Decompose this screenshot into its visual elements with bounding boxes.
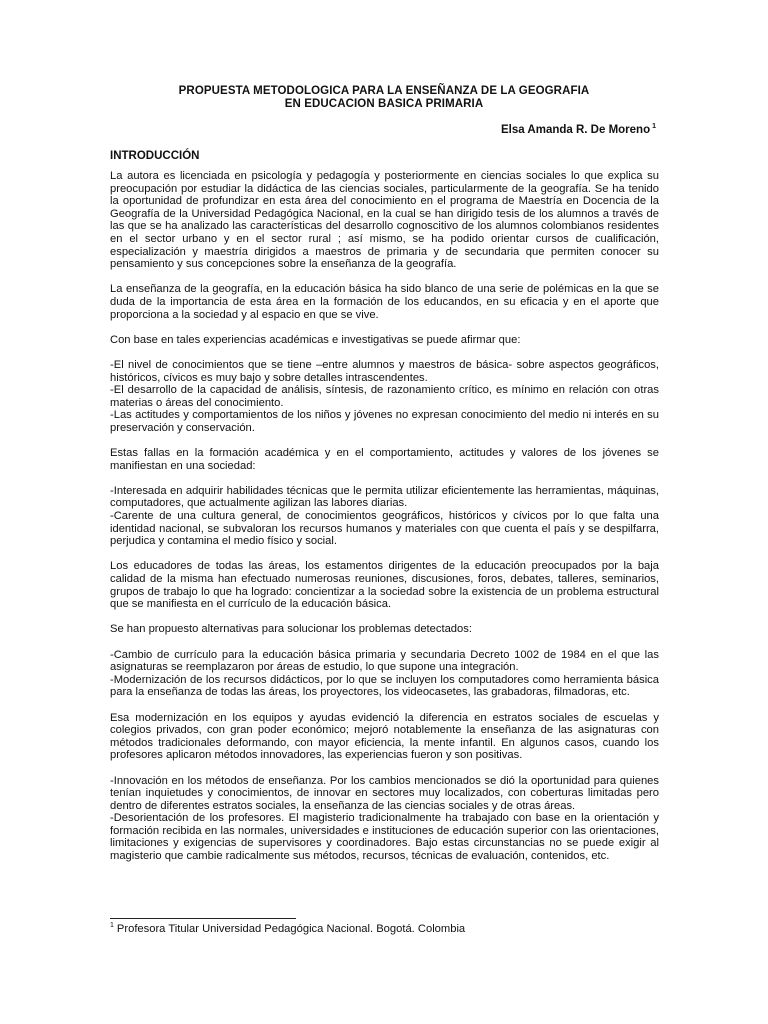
section-heading: INTRODUCCIÓN — [110, 150, 200, 162]
paragraph: Con base en tales experiencias académicas e investigativas se puede afirmar que: — [110, 333, 521, 346]
paragraph: Los educadores de todas las áreas, los estamentos dirigentes de la educación preocupados por la baja calidad de la misma han efectuado numerosas reuniones, discusiones, foros, debates, talleres, seminarios, grupos de trabajo lo que ha logrado: concientizar a la sociedad sobre la existencia de un problema estructural que se manifiesta en el currículo de la educación básica. — [110, 560, 659, 611]
author-name — [501, 123, 656, 136]
list-item: -Interesada en adquirir habilidades técnicas que le permita utilizar eficientemente las herramientas, máquinas, computadores, que actualmente agilizan las labores diarias. — [110, 484, 659, 510]
list-item: -Las actitudes y comportamientos de los niños y jóvenes no expresan conocimiento del medio ni interés en su preservación y conservación. — [110, 409, 659, 434]
title-line-1: PROPUESTA METODOLOGICA PARA LA ENSEÑANZA DE LA GEOGRAFIA — [178, 85, 590, 97]
list-item: -El desarrollo de la capacidad de análisis, síntesis, de razonamiento crítico, es mínimo en relación con otras materias o áreas del conocimiento. — [110, 384, 659, 409]
list-item: -Carente de una cultura general, de conocimientos geográficos, históricos y cívicos por lo que falta una identidad nacional, se subvaloran los recursos humanos y materiales con que cuenta el país y se despilfarra, perjudica y contamina el medio físico y social. — [110, 510, 659, 548]
paragraph: La autora es licenciada en psicología y pedagogía y posteriormente en ciencias sociales lo que explica su preocupación por estudiar la didáctica de las ciencias sociales, particularmente de la geografía. Se ha tenido la oportunidad de profundizar en esta área del conocimiento en el programa de Maestría en Docencia de la Geografía de la Universidad Pedagógica Nacional, en la cual se han dirigido tesis de los alumnos a través de las que se ha analizado las características del desarrollo cognoscitivo de los alumnos colombianos residentes en el sector urbano y en el sector rural ; así mismo, se ha podido orientar cursos de cualificación, especialización y maestría dirigidos a maestros de primaria y de secundaria que permiten conocer su pensamiento y sus concepciones sobre la enseñanza de la geografía. — [110, 170, 659, 271]
paragraph: La enseñanza de la geografía, en la educación básica ha sido blanco de una serie de polémicas en la que se duda de la importancia de esta área en la formación de los educandos, en su eficacia y en el aporte que proporciona a la sociedad y al espacio en que se vive. — [110, 283, 659, 321]
list-item: -Innovación en los métodos de enseñanza. Por los cambios mencionados se dió la oportunidad para quienes tenían inquietudes y conocimientos, de innovar en sectores muy localizados, con coberturas limitadas pero dentro de diferentes estratos sociales, la enseñanza de las ciencias sociales y de otras áreas. — [110, 774, 659, 812]
document-title — [0, 85, 768, 111]
paragraph: Se han propuesto alternativas para solucionar los problemas detectados: — [110, 623, 472, 636]
title-line-2: EN EDUCACION BASICA PRIMARIA — [284, 98, 484, 110]
author-text: Elsa Amanda R. De Moreno — [500, 124, 651, 136]
paragraph: Estas fallas en la formación académica y en el comportamiento, actitudes y valores de los jóvenes se manifiestan en una sociedad: — [110, 447, 659, 472]
author-footnote-marker: 1 — [652, 123, 656, 130]
list-item: -Cambio de currículo para la educación básica primaria y secundaria Decreto 1002 de 1984 en el que las asignaturas se reemplazaron por áreas de estudio, lo que supone una integración. — [110, 648, 659, 674]
document-body — [110, 170, 659, 875]
paragraph: Esa modernización en los equipos y ayudas evidenció la diferencia en estratos sociales de escuelas y colegios privados, con gran poder económico; mejoró notablemente la enseñanza de las asignaturas con métodos tradicionales deformando, con mayor eficiencia, la mente infantil. En algunos casos, cuando los profesores aplicaron métodos innovadores, las experiencias fueron y son positivas. — [110, 711, 659, 762]
footnote-separator — [110, 918, 296, 919]
footnote-text: Profesora Titular Universidad Pedagógica Nacional. Bogotá. Colombia — [116, 923, 466, 935]
footnote-marker: 1 — [110, 922, 114, 929]
list-item: -El nivel de conocimientos que se tiene –entre alumnos y maestros de básica- sobre aspectos geográficos, históricos, cívicos es muy bajo y sobre detalles intrascendentes. — [110, 358, 659, 384]
list-item: -Modernización de los recursos didácticos, por lo que se incluyen los computadores como herramienta básica para la enseñanza de todas las áreas, los proyectores, los videocasetes, las grabadoras, filmadoras, etc. — [110, 673, 659, 699]
footnote — [110, 922, 465, 935]
list-item: -Desorientación de los profesores. El magisterio tradicionalmente ha trabajado con base en la orientación y formación recibida en las normales, universidades e instituciones de educación superior con las orientaciones, limitaciones y exigencias de supervisores y coordinadores. Bajo estas circunstancias no se puede exigir al magisterio que cambie radicalmente sus métodos, recursos, técnicas de evaluación, contenidos, etc. — [110, 812, 659, 863]
